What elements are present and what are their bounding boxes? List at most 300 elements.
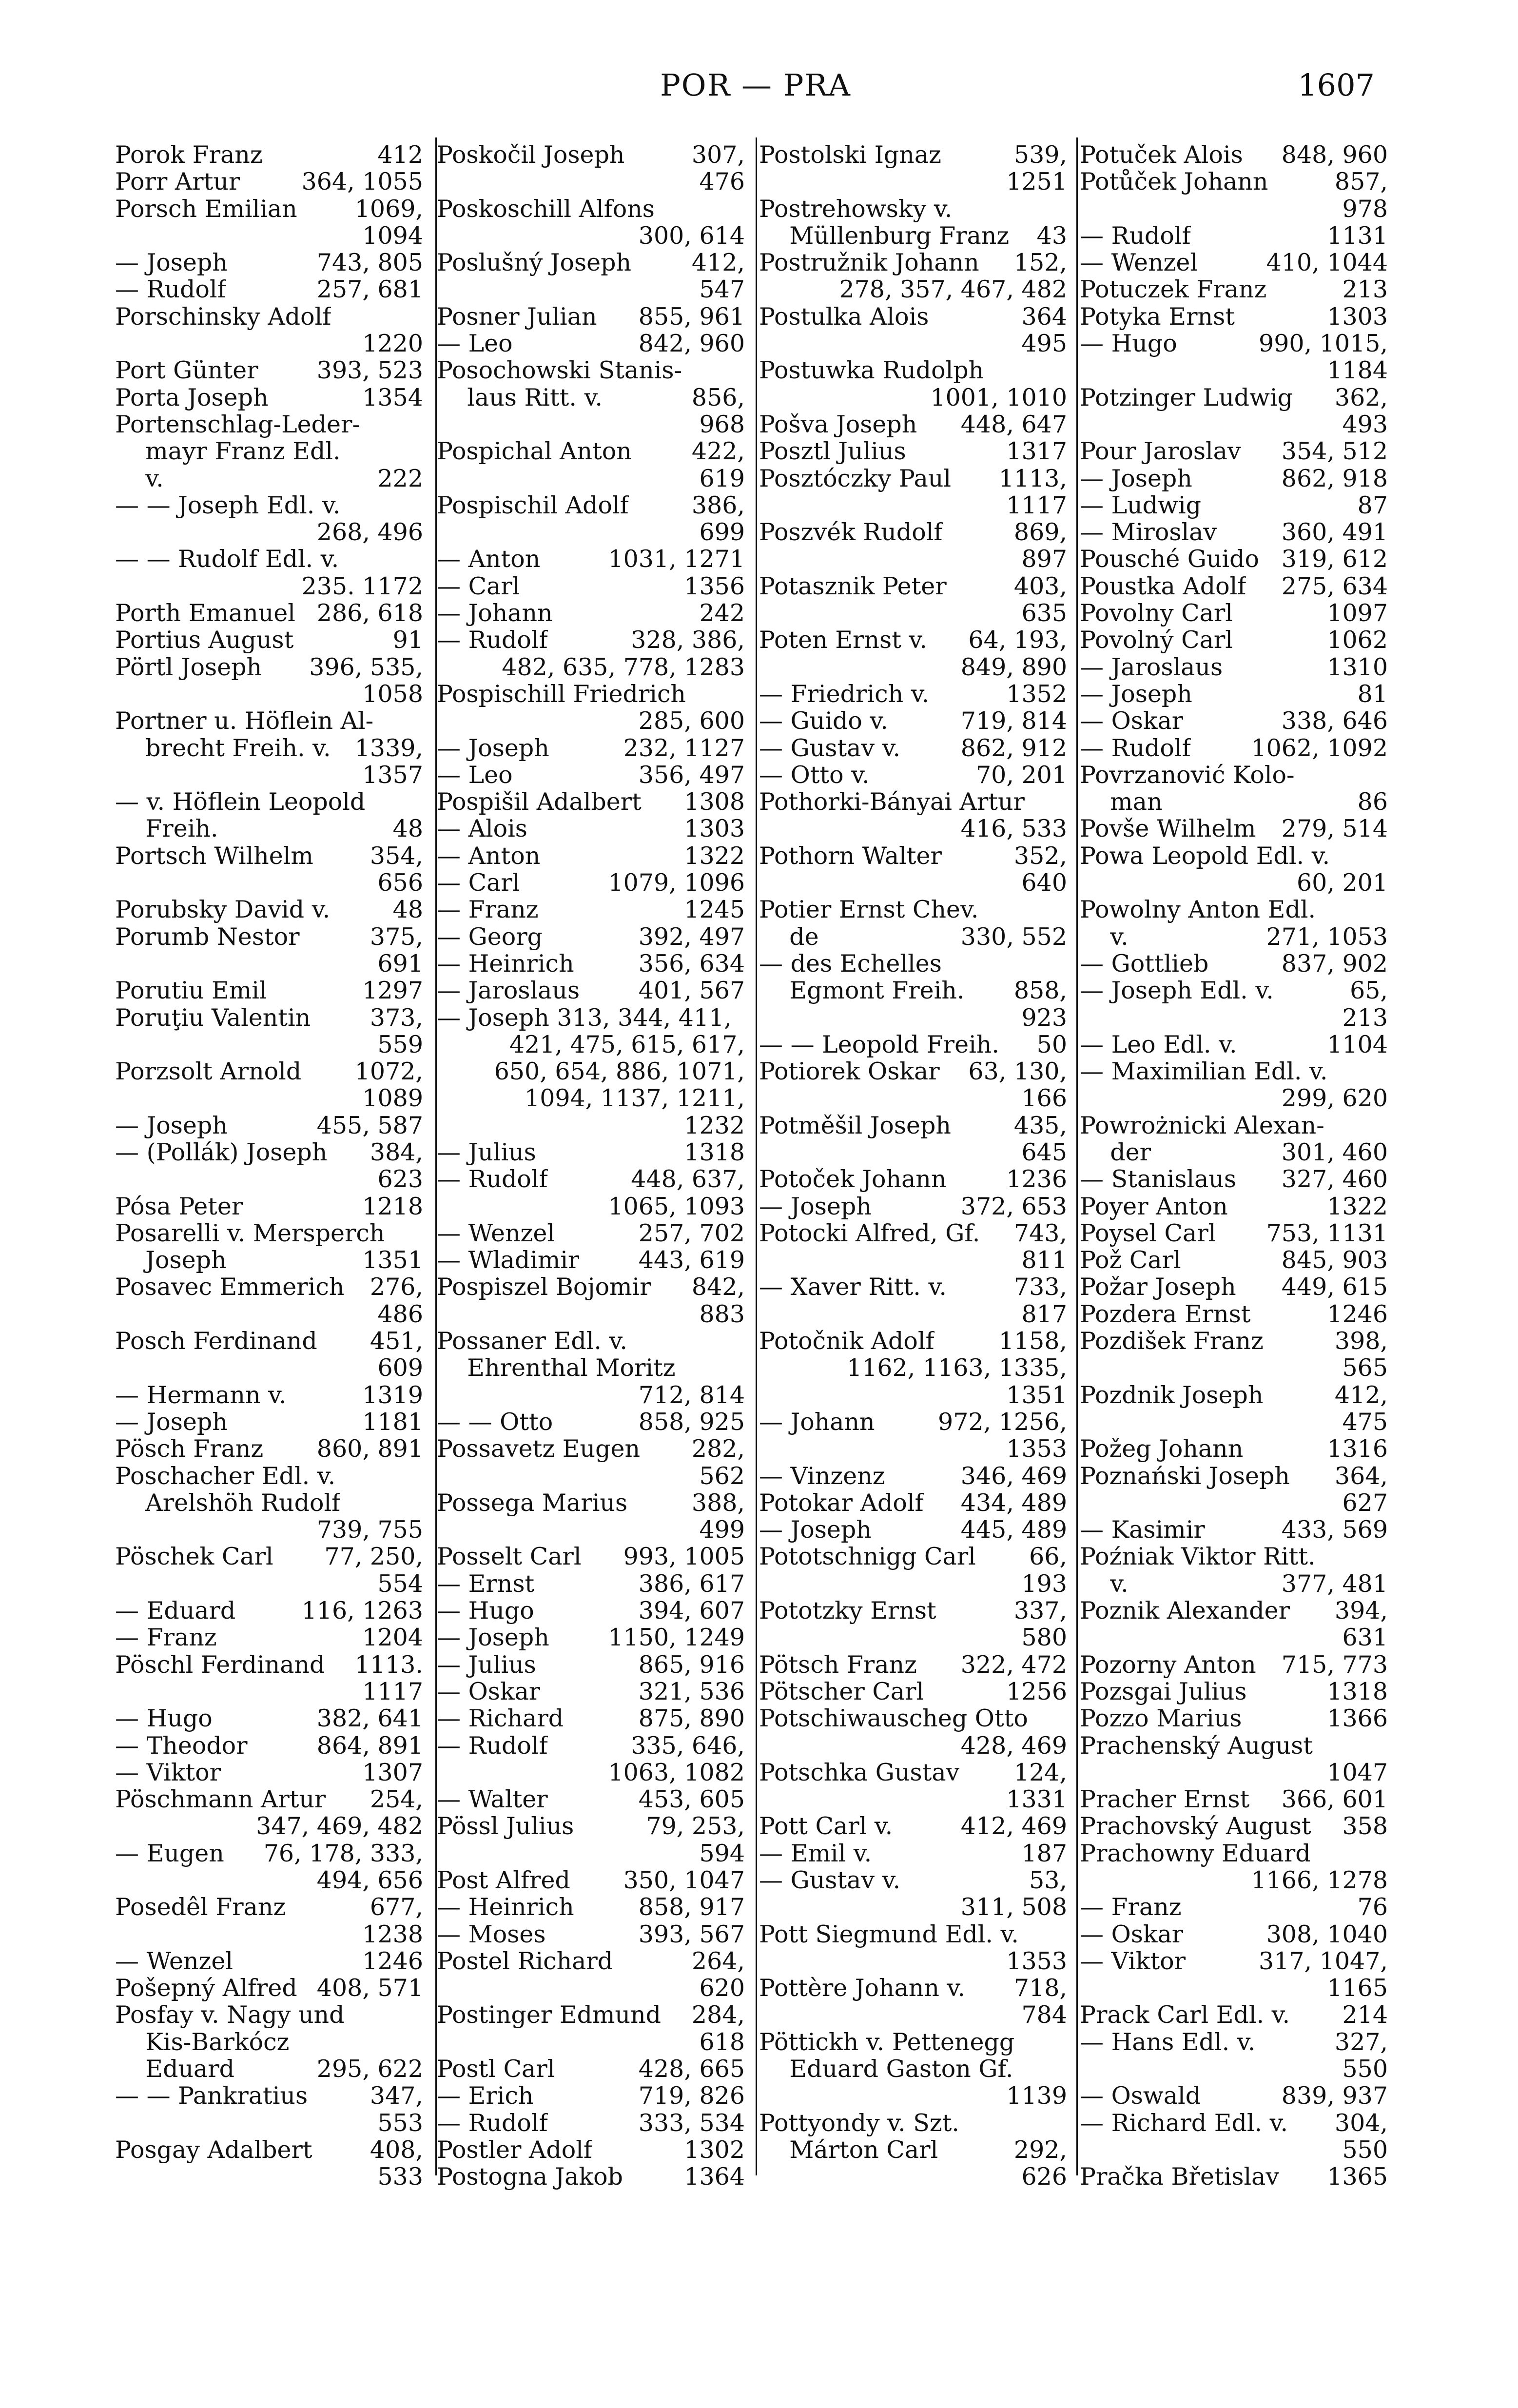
index-entry — [1080, 1463, 1388, 1489]
entry-pages: 428, 665 — [638, 2055, 745, 2083]
entry-name: Poschacher Edl. v. — [115, 1462, 336, 1489]
entry-name: — Rudolf — [437, 2109, 548, 2136]
index-entry — [759, 1894, 1067, 1920]
entry-name: Pörtl Joseph — [115, 653, 262, 681]
index-entry — [1080, 1435, 1388, 1462]
entry-name: Poszvék Rudolf — [759, 519, 943, 546]
entry-pages: 43 — [1036, 221, 1067, 250]
entry-pages: 285, 600 — [638, 707, 745, 735]
entry-pages: 382, 641 — [316, 1704, 423, 1733]
index-entry — [437, 1193, 745, 1220]
index-entry — [437, 249, 745, 276]
index-entry — [759, 411, 1067, 438]
entry-name: Müllenburg Franz — [759, 222, 1010, 250]
index-entry — [115, 2110, 423, 2136]
index-entry — [437, 1543, 745, 1570]
index-entry — [115, 2082, 423, 2109]
index-entry — [437, 1948, 745, 1975]
entry-pages: 386, 617 — [638, 1569, 745, 1598]
index-entry — [1080, 1382, 1388, 1409]
entry-name: Poskočil Joseph — [437, 141, 625, 169]
index-entry — [115, 1759, 423, 1786]
entry-name: — Moses — [437, 1920, 546, 1948]
index-entry — [759, 788, 1067, 815]
index-entry — [1080, 1085, 1388, 1112]
entry-name: Postrehowsky v. — [759, 195, 953, 222]
entry-pages: 1166, 1278 — [1251, 1866, 1388, 1894]
entry-pages: 476 — [699, 168, 745, 196]
entry-pages: 232, 1127 — [623, 734, 745, 762]
entry-name: Joseph — [115, 1247, 227, 1274]
index-entry — [437, 1409, 745, 1435]
index-entry — [115, 1004, 423, 1031]
index-entry — [1080, 1948, 1388, 1975]
index-entry — [759, 896, 1067, 923]
entry-name: Freih. — [115, 815, 218, 842]
entry-pages: 849, 890 — [960, 653, 1067, 681]
entry-pages: 1097 — [1327, 599, 1388, 627]
index-entry — [437, 1112, 745, 1139]
entry-pages: 1094 — [362, 221, 423, 250]
entry-pages: 1353 — [1006, 1947, 1067, 1975]
entry-pages: 373, — [370, 1003, 423, 1032]
entry-name: Posner Julian — [437, 303, 597, 331]
entry-pages: 609 — [377, 1354, 423, 1382]
index-entry — [1080, 222, 1388, 249]
entry-pages: 1351 — [362, 1246, 423, 1274]
index-entry — [759, 384, 1067, 411]
index-entry — [115, 1813, 423, 1840]
entry-pages: 449, 615 — [1281, 1273, 1388, 1301]
index-entry — [437, 1489, 745, 1516]
entry-pages: 739, 755 — [316, 1516, 423, 1544]
entry-name: Possaner Edl. v. — [437, 1328, 627, 1355]
entry-pages: 87 — [1357, 491, 1388, 519]
index-entry — [437, 519, 745, 546]
entry-pages: 358 — [1342, 1812, 1388, 1840]
entry-pages: 70, 201 — [975, 761, 1067, 789]
entry-pages: 356, 497 — [638, 761, 745, 789]
entry-pages: 354, 512 — [1281, 437, 1388, 466]
entry-name: Poznański Joseph — [1080, 1462, 1290, 1489]
index-entry — [1080, 815, 1388, 842]
entry-name: — Oswald — [1080, 2082, 1201, 2110]
index-entry — [115, 141, 423, 168]
index-entry — [115, 249, 423, 276]
index-entry — [437, 1058, 745, 1085]
entry-pages: 1351 — [1006, 1381, 1067, 1409]
entry-pages: 1310 — [1327, 653, 1388, 681]
entry-name: mayr Franz Edl. — [115, 438, 341, 465]
index-entry — [759, 303, 1067, 330]
index-entry — [437, 1139, 745, 1166]
entry-name: Pototzky Ernst — [759, 1597, 936, 1625]
index-entry — [1080, 1678, 1388, 1705]
index-entry — [759, 1597, 1067, 1624]
entry-name: v. — [115, 465, 164, 492]
entry-name: Pozzo Marius — [1080, 1705, 1242, 1732]
entry-name: — Oskar — [437, 1678, 541, 1705]
entry-pages: 1303 — [684, 815, 745, 843]
entry-name: Pospichal Anton — [437, 438, 632, 465]
entry-name: — Leo — [437, 330, 513, 357]
entry-pages: 453, 605 — [638, 1785, 745, 1814]
index-entry — [115, 519, 423, 546]
index-entry — [437, 1220, 745, 1247]
entry-name: Pour Jaroslav — [1080, 438, 1241, 465]
entry-pages: 412, 469 — [960, 1812, 1067, 1840]
entry-name: v. — [1080, 1570, 1129, 1598]
entry-name: Porzsolt Arnold — [115, 1058, 302, 1085]
entry-pages: 300, 614 — [638, 221, 745, 250]
entry-pages: 64, 193, — [968, 626, 1067, 654]
entry-pages: 443, 619 — [638, 1246, 745, 1274]
index-entry — [1080, 1732, 1388, 1759]
entry-pages: 1322 — [1327, 1192, 1388, 1220]
index-entry — [759, 1570, 1067, 1597]
entry-name: — Emil v. — [759, 1840, 872, 1867]
index-entry — [115, 1894, 423, 1920]
entry-pages: 494, 656 — [316, 1866, 423, 1894]
entry-pages: 364, 1055 — [301, 168, 423, 196]
entry-pages: 858, — [1013, 977, 1067, 1005]
entry-pages: 301, 460 — [1281, 1138, 1388, 1166]
index-entry — [759, 842, 1067, 869]
entry-pages: 66, — [1029, 1543, 1067, 1571]
entry-name: — Rudolf — [1080, 222, 1191, 250]
entry-name: Pósa Peter — [115, 1193, 243, 1220]
entry-pages: 396, 535, — [309, 653, 423, 681]
entry-name: — Hans Edl. v. — [1080, 2028, 1256, 2056]
entry-pages: 864, 891 — [316, 1731, 423, 1760]
entry-name: Potschka Gustav — [759, 1759, 960, 1786]
index-entry — [437, 196, 745, 222]
entry-pages: 562 — [699, 1462, 745, 1490]
entry-name: Port Günter — [115, 357, 258, 384]
index-entry — [759, 1382, 1067, 1409]
index-entry — [759, 1975, 1067, 2001]
entry-pages: 152, — [1013, 249, 1067, 277]
index-entry — [115, 1409, 423, 1435]
entry-name: — Friedrich v. — [759, 680, 930, 708]
index-entry — [115, 1193, 423, 1220]
entry-pages: 213 — [1342, 275, 1388, 304]
entry-pages: 412 — [377, 141, 423, 169]
entry-pages: 1365 — [1327, 2163, 1388, 2191]
entry-pages: 1139 — [1006, 2082, 1067, 2110]
index-entry — [759, 1273, 1067, 1300]
index-entry — [115, 1489, 423, 1516]
entry-pages: 401, 567 — [638, 977, 745, 1005]
index-entry — [115, 1921, 423, 1948]
entry-name: Povolný Carl — [1080, 626, 1233, 654]
index-entry — [115, 654, 423, 681]
entry-pages: 356, 634 — [638, 949, 745, 978]
entry-name: Pož Carl — [1080, 1247, 1181, 1274]
entry-pages: 335, 646, — [631, 1731, 745, 1760]
entry-name: Postuwka Rudolph — [759, 357, 984, 384]
entry-pages: 350, 1047 — [623, 1866, 745, 1894]
entry-name: Potuček Alois — [1080, 141, 1243, 169]
entry-pages: 347, 469, 482 — [256, 1812, 423, 1840]
entry-pages: 842, — [691, 1273, 745, 1301]
index-entry — [759, 357, 1067, 384]
index-entry — [115, 1382, 423, 1409]
entry-pages: 187 — [1021, 1839, 1067, 1867]
entry-name: Poslušný Joseph — [437, 249, 632, 276]
index-entry — [437, 1975, 745, 2001]
index-entry — [1080, 249, 1388, 276]
entry-pages: 76, 178, 333, — [263, 1839, 423, 1867]
entry-name: Porta Joseph — [115, 384, 269, 411]
index-entry — [437, 1570, 745, 1597]
entry-pages: 839, 937 — [1281, 2082, 1388, 2110]
entry-pages: 116, 1263 — [301, 1597, 423, 1625]
entry-name: Potůček Johann — [1080, 168, 1268, 196]
entry-name: Pötsch Franz — [759, 1651, 917, 1678]
index-entry — [437, 1624, 745, 1651]
index-entry — [1080, 2110, 1388, 2136]
entry-pages: 422, — [691, 437, 745, 466]
index-entry — [115, 1705, 423, 1732]
entry-pages: 842, 960 — [638, 330, 745, 358]
entry-pages: 1303 — [1327, 302, 1388, 331]
entry-pages: 257, 681 — [316, 275, 423, 304]
entry-pages: 1089 — [362, 1084, 423, 1113]
index-entry — [437, 2163, 745, 2190]
index-entry — [115, 1247, 423, 1273]
entry-pages: 1353 — [1006, 1435, 1067, 1463]
index-entry — [759, 977, 1067, 1004]
index-entry — [437, 2029, 745, 2056]
entry-pages: 857, — [1334, 168, 1388, 196]
entry-pages: 550 — [1342, 2135, 1388, 2164]
index-entry — [1080, 1543, 1388, 1570]
entry-name: Poysel Carl — [1080, 1219, 1216, 1247]
index-entry — [437, 600, 745, 626]
entry-pages: 869, — [1013, 518, 1067, 547]
entry-pages: 1031, 1271 — [608, 545, 745, 573]
entry-pages: 1319 — [362, 1381, 423, 1409]
entry-name: — — Rudolf Edl. v. — [115, 546, 339, 573]
entry-pages: 856, — [691, 383, 745, 411]
entry-name: Prack Carl Edl. v. — [1080, 2001, 1290, 2029]
index-entry — [759, 519, 1067, 546]
entry-pages: 743, — [1013, 1219, 1067, 1247]
entry-name: — — Leopold Freih. — [759, 1031, 999, 1058]
index-entry — [437, 1382, 745, 1409]
index-entry — [437, 923, 745, 950]
entry-name: Potzinger Ludwig — [1080, 384, 1293, 411]
index-entry — [115, 2163, 423, 2190]
entry-name: Pöschek Carl — [115, 1543, 273, 1570]
entry-pages: 837, 902 — [1281, 949, 1388, 978]
index-entry — [115, 168, 423, 195]
entry-pages: 650, 654, 886, 1071, — [494, 1057, 745, 1086]
entry-name: Possavetz Eugen — [437, 1435, 641, 1463]
entry-pages: 1302 — [684, 2135, 745, 2164]
index-entry — [437, 1004, 745, 1031]
index-entry — [115, 1354, 423, 1381]
index-entry — [115, 762, 423, 788]
entry-pages: 347, — [370, 2082, 423, 2110]
entry-pages: 1366 — [1327, 1704, 1388, 1733]
entry-name: Posedêl Franz — [115, 1894, 286, 1921]
entry-name: Potokar Adolf — [759, 1489, 924, 1517]
index-entry — [759, 465, 1067, 492]
index-entry — [1080, 168, 1388, 195]
entry-pages: 1001, 1010 — [930, 383, 1067, 411]
entry-name: Poten Ernst v. — [759, 626, 927, 654]
entry-pages: 656 — [377, 869, 423, 897]
entry-pages: 1245 — [684, 896, 745, 924]
index-entry — [115, 1867, 423, 1894]
entry-name: — Joseph 313, 344, 411, — [437, 1004, 732, 1031]
entry-name: Postulka Alois — [759, 303, 929, 331]
entry-pages: 718, — [1013, 1974, 1067, 2002]
entry-pages: 333, 534 — [638, 2109, 745, 2137]
page-number: 1607 — [1298, 67, 1375, 103]
entry-pages: 366, 601 — [1281, 1785, 1388, 1814]
entry-pages: 278, 357, 467, 482 — [839, 275, 1067, 304]
entry-name: Eduard Gaston Gf. — [759, 2056, 1013, 2083]
index-entry — [437, 707, 745, 734]
entry-pages: 86 — [1357, 788, 1388, 816]
entry-name: — Maximilian Edl. v. — [1080, 1058, 1328, 1085]
entry-name: Pozorny Anton — [1080, 1651, 1256, 1678]
index-entry — [759, 1354, 1067, 1381]
index-entry — [1080, 465, 1388, 492]
entry-pages: 1220 — [362, 330, 423, 358]
entry-name: — Joseph — [115, 1112, 228, 1139]
entry-name: Poźniak Viktor Ritt. — [1080, 1543, 1316, 1570]
index-entry — [759, 2056, 1067, 2082]
index-entry — [759, 1463, 1067, 1489]
index-entry — [759, 626, 1067, 653]
index-entry — [437, 735, 745, 762]
entry-pages: 858, 917 — [638, 1893, 745, 1921]
entry-name: Postler Adolf — [437, 2136, 593, 2164]
entry-name: — Heinrich — [437, 1894, 574, 1921]
entry-pages: 875, 890 — [638, 1704, 745, 1733]
entry-pages: 858, 925 — [638, 1408, 745, 1436]
entry-pages: 254, — [370, 1785, 423, 1814]
entry-pages: 1357 — [362, 761, 423, 789]
index-entry — [437, 1651, 745, 1678]
entry-pages: 1184 — [1327, 356, 1388, 385]
index-entry — [437, 1921, 745, 1948]
entry-pages: 257, 702 — [638, 1219, 745, 1247]
entry-pages: 81 — [1357, 680, 1388, 708]
entry-name: Posztl Julius — [759, 438, 906, 465]
entry-name: — Kasimir — [1080, 1516, 1205, 1544]
index-entry — [1080, 600, 1388, 626]
entry-pages: 222 — [377, 464, 423, 492]
entry-pages: 364, — [1334, 1462, 1388, 1490]
index-entry — [759, 1705, 1067, 1732]
entry-pages: 1181 — [362, 1408, 423, 1436]
entry-pages: 338, 646 — [1281, 707, 1388, 735]
entry-pages: 48 — [392, 815, 423, 843]
entry-pages: 445, 489 — [960, 1516, 1067, 1544]
entry-pages: 434, 489 — [960, 1488, 1067, 1517]
entry-pages: 50 — [1036, 1030, 1067, 1058]
index-entry — [1080, 788, 1388, 815]
index-entry — [1080, 1139, 1388, 1166]
entry-pages: 499 — [699, 1516, 745, 1544]
index-entry — [115, 1651, 423, 1678]
entry-name: Portius August — [115, 626, 294, 654]
entry-name: Pöschmann Artur — [115, 1786, 326, 1813]
index-entry — [437, 1759, 745, 1786]
entry-pages: 862, 918 — [1281, 464, 1388, 492]
entry-name: Pototschnigg Carl — [759, 1543, 976, 1570]
entry-name: — Alois — [437, 815, 527, 842]
index-entry — [115, 815, 423, 842]
entry-name: Egmont Freih. — [759, 977, 965, 1004]
entry-pages: 53, — [1029, 1866, 1067, 1894]
entry-pages: 493 — [1342, 410, 1388, 438]
index-entry — [759, 762, 1067, 788]
column-divider — [1076, 137, 1078, 2175]
entry-pages: 275, 634 — [1281, 572, 1388, 600]
entry-name: Pöschl Ferdinand — [115, 1651, 325, 1678]
entry-name: — Joseph Edl. v. — [1080, 977, 1274, 1004]
entry-pages: 784 — [1021, 2001, 1067, 2029]
entry-name: — v. Höflein Leopold — [115, 788, 366, 816]
entry-pages: 60, 201 — [1296, 869, 1388, 897]
entry-name: — Rudolf — [1080, 734, 1191, 762]
index-entry — [437, 2001, 745, 2028]
entry-name: — Anton — [437, 546, 541, 573]
index-entry — [759, 1921, 1067, 1948]
index-entry — [759, 735, 1067, 762]
entry-pages: 550 — [1342, 2055, 1388, 2083]
index-entry — [437, 141, 745, 168]
index-entry — [115, 1624, 423, 1651]
index-entry — [1080, 950, 1388, 977]
entry-pages: 327, 460 — [1281, 1165, 1388, 1194]
entry-name: — Guido v. — [759, 707, 888, 735]
entry-name: Kis-Barkócz — [115, 2028, 290, 2056]
entry-pages: 433, 569 — [1281, 1516, 1388, 1544]
entry-name: Potier Ernst Chev. — [759, 896, 979, 923]
entry-pages: 594 — [699, 1839, 745, 1867]
entry-pages: 486 — [377, 1300, 423, 1328]
entry-pages: 1238 — [362, 1920, 423, 1948]
entry-pages: 403, — [1013, 572, 1067, 600]
entry-pages: 328, 386, — [631, 626, 745, 654]
entry-name: Pöttickh v. Pettenegg — [759, 2028, 1015, 2056]
entry-pages: 990, 1015, — [1259, 330, 1388, 358]
entry-pages: 317, 1047, — [1259, 1947, 1388, 1975]
entry-name: Pošva Joseph — [759, 411, 917, 438]
entry-name: Powrożnicki Alexan- — [1080, 1112, 1324, 1139]
entry-name: — Rudolf — [437, 1732, 548, 1759]
entry-name: — — Pankratius — [115, 2082, 308, 2110]
index-entry — [437, 1031, 745, 1058]
entry-pages: 393, 567 — [638, 1920, 745, 1948]
entry-pages: 448, 637, — [631, 1165, 745, 1194]
entry-pages: 377, 481 — [1281, 1569, 1388, 1598]
entry-pages: 292, — [1013, 2135, 1067, 2164]
entry-name: Posgay Adalbert — [115, 2136, 312, 2164]
entry-name: — Hugo — [437, 1597, 534, 1625]
index-entry — [759, 438, 1067, 465]
index-entry — [115, 465, 423, 492]
entry-pages: 719, 814 — [960, 707, 1067, 735]
index-entry — [759, 1247, 1067, 1273]
